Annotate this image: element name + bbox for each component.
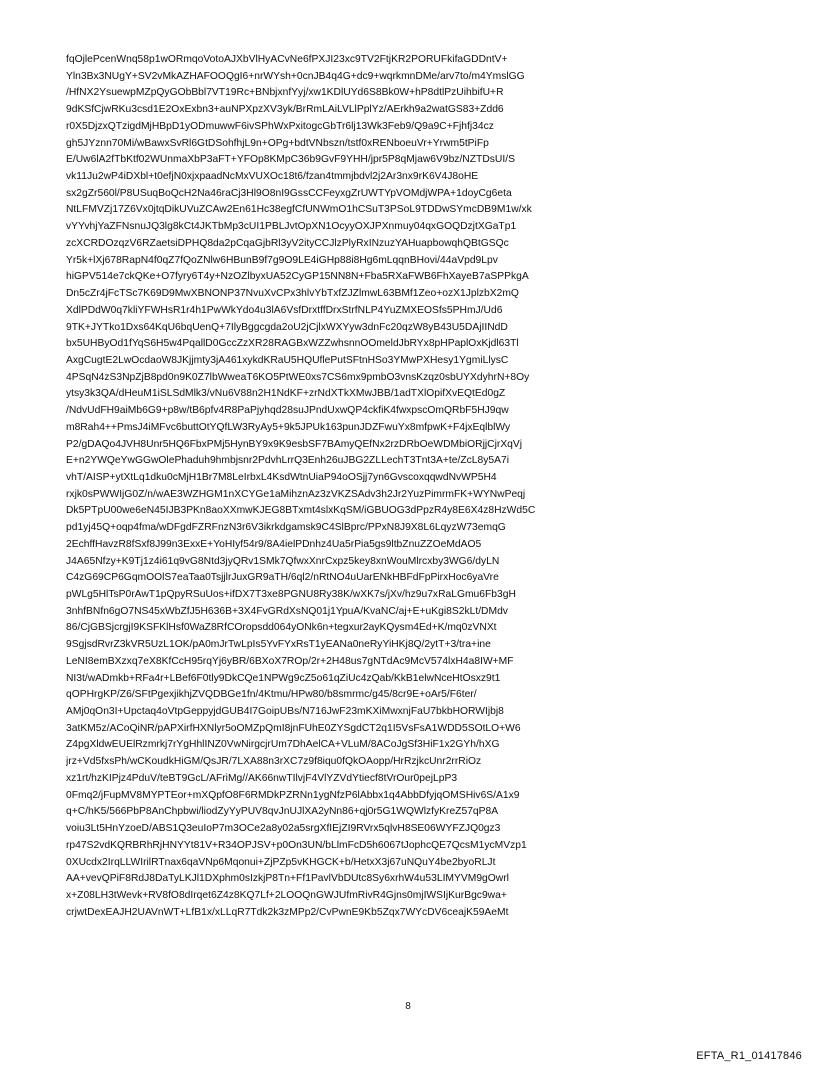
text-line: J4A65Nfzy+K9Tj1z4i61q9vG8Ntd3jyQRv1SMk7QfwxXnrCxpz5key8xnWouMlrcxby3WG6/dyLN <box>66 555 500 567</box>
text-line: Dk5PTpU00we6eN45IJB3PKn8aoXXmwKJEG8BTxmt4slxKqSM/iGBUOG3dPpzR4y8E6X4z8HzWd5C <box>66 505 536 517</box>
text-line: NI3t/wADmkb+RFa4r+LBef6F0tly9DkCQe1NPWg9cZ5o61qZiUc4zQab/KkB1elwNceHtOsxz9t1 <box>66 672 501 684</box>
text-line: gh5JYznn70Mi/wBawxSvRl6GtDSohfhjL9n+OPg+bdtVNbszn/tstf0xRENboeuVr+Yrwm5tPiFp <box>66 137 489 149</box>
text-line: qOPHrgKP/Z6/SFtPgexjikhjZVQDBGe1fn/4Ktmu/HPw80/b8smrmc/g45/8cr9E+oAr5/F6ter/ <box>66 689 477 701</box>
text-line: 2EchffHavzR8fSxf8J99n3ExxE+YoHIyf54r9/8A4ielPDnhz4Ua5rPia5gs9ltbZnuZZOeMdAO5 <box>66 538 482 550</box>
text-line: bx5UHByOd1fYqS6H5w4PqallD0GccZzXR28RAGBxWZZwhsnnOOmeldJbRYx8pHPaplOxKjdl63Tl <box>66 338 519 350</box>
text-line: rxjk0sPWWIjG0Z/n/wAE3WZHGM1nXCYGe1aMihznAz3zVKZSAdv3h2Jr2YuzPimrmFK+WYNwPeqj <box>66 488 526 500</box>
encoded-text-block <box>66 52 756 921</box>
text-line: 9dKSfCjwRKu3csd1E2OxExbn3+auNPXpzXV3yk/BrRmLAiLVLlPplYz/AErkh9a2watGS83+Zdd6 <box>66 104 504 116</box>
text-line: 0Fmq2/jFupMV8MYPTEor+mXQpfO8F6RMDkPZRNn1ygNfzP6lAbbx1q4AbbDfyjqOMSHiv6S/A1x9 <box>66 789 520 801</box>
text-line: /NdvUdFH9aiMb6G9+p8w/tB6pfv4R8PaPjyhqd28suJPndUxwQP4ckfiK4fwxpscOmQRbF5HJ9qw <box>66 405 509 417</box>
text-line: 3nhfBNfn6gO7NS45xWbZfJ5H636B+3X4FvGRdXsNQ01j1YpuA/KvaNC/aj+E+uKgi8S2kLt/DMdv <box>66 605 508 617</box>
text-line: vk11Ju2wP4iDXbl+t0efjN0xjxpaadNcMxVUXOc18t6/fzan4tmmjbdvl2j2Ar3nx9rK6V4J8oHE <box>66 171 479 183</box>
text-line: jrz+Vd5fxsPh/wCKoudkHiGM/QsJR/7LXA88n3rXC7z9f8iqu0fQkOAopp/HrRzjkcUnr2rrRiOz <box>66 756 482 768</box>
text-line: sx2gZr560l/P8USuqBoQcH2Na46raCj3Hl9O8nI9GssCCFeyxgZrUWTYpVOMdjWPA+1doyCg6eta <box>66 187 512 199</box>
text-line: q+C/hK5/566PbP8AnChpbwi/liodZyYyPUV8qvJnUJlXA2yNn86+qj0r5G1WQWlzfyKreZ57qP8A <box>66 806 499 818</box>
text-line: Dn5cZr4jFcTSc7K69D9MwXBNONP37NvuXvCPx3hlvYbTxfZJZlmwL63BMf1Zeo+ozX1JplzbX2mQ <box>66 288 519 300</box>
text-line: AxgCugtE2LwOcdaoW8JKjjmty3jA461xykdKRaU5HQUflePutSFtnHSo3YMwPXHesy1YgmiLlysC <box>66 354 509 366</box>
text-line: fqOjlePcenWnq58p1wORmqoVotoAJXbVlHyACvNe6fPXJI23xc9TV2FtjKR2PORUFkifaGDDntV+ <box>66 54 508 65</box>
text-line: Yr5k+lXj678RapN4f0qZ7fQoZNlw6HBunB9f7g9O9LE4iGHp88i8Hg6mLqqnBHovi/44aVpd9Lpv <box>66 254 498 266</box>
text-line: P2/gDAQo4JVH8Unr5HQ6FbxPMj5HynBY9x9K9esbSF7BAmyQEfNx2rzDRbOeWDMbiORjjCjrXqVj <box>66 438 523 450</box>
text-line: Z4pgXldwEUElRzmrkj7rYgHhlINZ0VwNirgcjrUm7DhAelCA+VLuM/8ACoJgSf3HiF1x2GYh/hXG <box>66 739 500 751</box>
text-line: AA+vevQPiF8RdJ8DaTyLKJl1DXphm0sIzkjP8Tn+Ff1PavlVbDUtc8Sy6xrhW4u53LIMYVM9gOwrl <box>66 873 509 885</box>
text-line: xz1rt/hzKIPjz4PduV/teBT9GcL/AFriMg//AK66nwTIlvjF4VlYZVdYtiecf8tVrOur0pejLpP3 <box>66 772 458 784</box>
text-line: E+n2YWQeYwGGwOlePhaduh9hmbjsnr2PdvhLrrQ3Enh26uJBG2ZLLechT3Tnt3A+te/ZcL8y5A7i <box>66 455 510 467</box>
text-line: XdlPDdW0q7kliYFWHsR1r4h1PwWkYdo4u3lA6VsfDrxtffDrxStrfNLP4YuZMXEOSfs5PHmJ/Ud6 <box>66 304 503 316</box>
text-line: vhT/AISP+ytXtLq1dku0cMjH1Br7M8LeIrbxL4KsdWtnUiaP94oOSjj7yn6GvscoxqqwdNvWP5H4 <box>66 471 497 483</box>
text-line: x+Z08LH3tWevk+RV8fO8dIrqet6Z4z8KQ7Lf+2LOOQnGWJUfmRivR4Gjns0mjIWSIjKurBgc9wa+ <box>66 889 507 901</box>
text-line: pWLg5HlTsP0rAwT1pQpyRSuUos+ifDX7T3xe8PGNU8Ry38K/wXK7s/jXv/hz9u7xRaLGmu6Fb3gH <box>66 589 516 600</box>
text-line: rp47S2vdKQRBRhRjHNYYt81V+R34OPJSV+p0On3UN/bLlmFcD5h6067tJophcQE7QcsM1ycMVzp1 <box>66 839 527 851</box>
text-line: hiGPV514e7ckQKe+O7fyry6T4y+NzOZlbyxUA52CyGP15NN8N+Fba5RXaFWB6FhXayeB7aSPPkgA <box>66 271 529 283</box>
text-line: /HfNX2YsuewpMZpQyGObBbl7VT19Rc+BNbjxnfYyj/xw1KDlUYd6S8Bk0W+hP8dtlPzUihbifU+R <box>66 87 504 99</box>
document-id: EFTA_R1_01417846 <box>696 1050 802 1062</box>
text-line: voiu3Lt5HnYzoeD/ABS1Q3euIoP7m3OCe2a8y02a5srgXfIEjZI9RVrx5qlvH8SE06WYFZJQ0gz3 <box>66 823 501 835</box>
text-line: 9SgjsdRvrZ3kVR5UzL1OK/pA0mJrTwLpIs5YvFYxRsT1yEANa0neRyYiHKj8Q/2ytT+3/tra+ine <box>66 639 491 651</box>
text-line: E/Uw6lA2fTbKtf02WUnmaXbP3aFT+YFOp8KMpC36b9GvF9YHH/jpr5P8qMjaw6V9bz/NZTDsUI/S <box>66 154 515 166</box>
text-line: AMj0qOn3I+Upctaq4oVtpGeppyjdGUB4I7GoipUBs/N716JwF23mKXiMwxnjFaU7bkbHORWIjbj8 <box>66 706 504 718</box>
text-line: m8Rah4++PmsJ4iMFvc6buttOtYQfLW3RyAy5+9k5JPUk163punJDZFwuYx8mfpwK+F4jxEqlblWy <box>66 421 511 433</box>
text-line: 86/CjGBSjcrgjI9KSFKlHsf0WaZ8RfCOropsdd064yONk6n+tegxur2ayKQysm4Ed+K/mq0zVNXt <box>66 622 497 634</box>
text-line: NtLFMVZj17Z6Vx0jtqDikUVuZCAw2En61Hc38egfCfUNWmO1hCSuT3PSoL9TDDwSYmcDB9M1w/xk <box>66 204 532 216</box>
text-line: 9TK+JYTko1Dxs64KqU6bqUenQ+7IlyBggcgda2oU2jCjlxWXYyw3dnFc20qzW8yB43U5DAjIINdD <box>66 321 508 333</box>
text-line: 3atKM5z/ACoQiNR/pAPXirfHXNlyr5oOMZpQmI8jnFUhE0ZYSgdCT2q1I5VsFsA1WDD5SOtLO+W6 <box>66 722 521 734</box>
text-line: LeNI8emBXzxq7eX8KfCcH95rqYj6yBR/6BXoX7ROp/2r+2H48us7gNTdAc9McV574lxH4a8IW+MF <box>66 655 514 667</box>
text-line: pd1yj45Q+oqp4fma/wDFgdFZRFnzN3r6V3ikrkdgamsk9C4SlBprc/PPxN8J9X8L6LqyzW73emqG <box>66 522 506 534</box>
text-line: ytsy3k3QA/dHeuM1iSLSdMlk3/vNu6V88n2H1NdKF+zrNdXTkXMwJBB/1adTXlOpifXvEQtEd0gZ <box>66 388 506 400</box>
text-line: C4zG69CP6GqmOOlS7eaTaa0TsjjlrJuxGR9aTH/6ql2/nRtNO4uUarENkHBFdFpPirxHoc6yaVre <box>66 572 499 584</box>
text-line: 0XUcdx2IrqLLWIrilRTnax6qaVNp6Mqonui+ZjPZp5vKHGCK+b/HetxX3j67uNQuY4be2byoRLJt <box>66 856 496 868</box>
text-line: r0X5DjzxQTzigdMjHBpD1yODmuwwF6ivSPhWxPxitogcGbTr6lj13Wk3Feb9/Q9a9C+Fjhfj34cz <box>66 120 494 132</box>
text-line: Yln3Bx3NUgY+SV2vMkAZHAFOOQgI6+nrWYsh+0cnJB4q4G+dc9+wqrkmnDMe/arv7to/m4YmslGG <box>66 70 525 82</box>
text-line: crjwtDexEAJH2UAVnWT+LfB1x/xLLqR7Tdk2k3zMPp2/CvPwnE9Kb5Zqx7WYcDV6ceajK59AeMt <box>66 906 509 918</box>
text-line: vYYvhjYaZFNsnuJQ3lg8kCt4JKTbMp3cUI1PBLJvtOpXN1OcyyOXJPXnmuy04qxGOQDzjtXGaTp1 <box>66 221 517 233</box>
page-number: 8 <box>405 1001 411 1012</box>
text-line: 4PSqN4zS3NpZjB8pd0n9K0Z7lbWweaT6KO5PtWE0xs7CS6mx9pmbO3vnsKzqz0sbUYXdyhrN+8Oy <box>66 371 530 383</box>
text-line: zcXCRDOzqzV6RZaetsiDPHQ8da2pCqaGjbRl3yV2ityCCJlzPlyRxINzuzYAHuapbowqhQBtGSQc <box>66 237 509 249</box>
